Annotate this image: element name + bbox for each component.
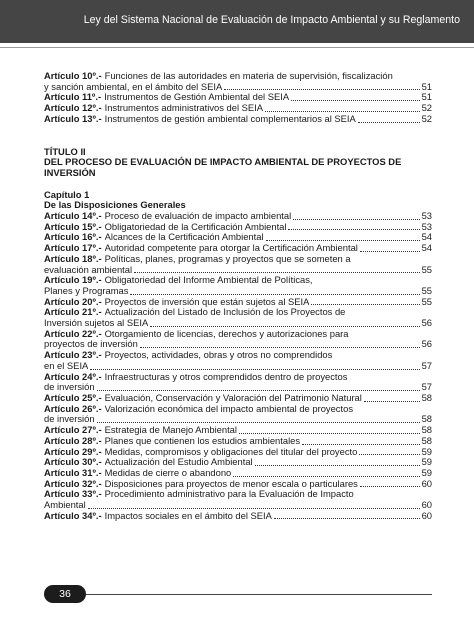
article-title: Otorgamiento de licencias, derechos y autorizaciones para [104,328,349,339]
dot-leader [265,111,420,112]
article-label: Artículo 22º.- [44,327,102,339]
toc-entry-line [44,307,432,318]
toc-entry [44,372,432,393]
toc-entry [44,254,432,275]
toc-entry-line [44,71,432,82]
title-name-line1: DEL PROCESO DE EVALUACIÓN DE IMPACTO AMBIENTAL DE PROYECTOS DE [44,156,402,168]
toc-entry [44,114,432,125]
article-title: Actualización del Estudio Ambiental [104,457,253,468]
article-title: Actualización del Listado de Inclusión de los Proyectos de [104,307,346,318]
toc-entry-line [44,511,432,522]
page-reference: 57 [421,381,432,393]
article-title: Instrumentos de Gestión Ambiental del SEIA [104,92,290,103]
toc-entry [44,393,432,404]
toc-entry [44,447,432,458]
toc-entry-line [44,297,432,308]
article-label: Artículo 23º.- [44,349,102,361]
article-title: Políticas, planes, programas y proyectos que se someten a [104,253,351,264]
toc-entry [44,297,432,308]
page-reference: 56 [421,338,432,350]
running-header-title: Ley del Sistema Nacional de Evaluación de Impacto Ambiental y su Reglamento [83,14,460,26]
dot-leader [88,508,420,509]
toc-entry-line [44,372,432,383]
toc-entry-line [44,436,432,447]
toc-entry [44,232,432,243]
dot-leader [302,444,420,445]
dot-leader [90,369,419,370]
toc-entry-line [44,350,432,361]
article-label: Artículo 32º.- [44,477,102,489]
page-reference: 60 [421,509,432,521]
article-label: Artículo 17º.- [44,242,102,254]
article-label: Artículo 21º.- [44,306,102,318]
page-reference: 58 [421,413,432,425]
dot-leader [358,122,420,123]
toc-entry-line [44,265,432,276]
title-heading [44,147,432,179]
toc-entry [44,307,432,328]
header-band [0,0,474,43]
article-label: Artículo 31º.- [44,466,102,478]
dot-leader [274,518,420,519]
article-title: Impactos sociales en el ámbito del SEIA [104,510,272,521]
toc-entry-line [44,232,432,243]
dot-leader [288,229,419,230]
article-title: Medidas de cierre o abandono [104,467,232,478]
dot-leader [255,465,420,466]
toc-entry-line [44,114,432,125]
article-title: Autoridad competente para otorgar la Certificación Ambiental [104,243,358,254]
article-label: Artículo 19º.- [44,274,102,286]
article-label: Artículo 33º.- [44,488,102,500]
page-reference: 53 [421,220,432,232]
page-number-badge: 36 [44,585,86,603]
dot-leader [266,240,420,241]
article-label: Artículo 10º.- [44,70,102,81]
article-title: Evaluación, Conservación y Valoración del Patrimonio Natural [104,392,362,403]
dot-leader [360,486,420,487]
toc-entry [44,71,432,92]
page-reference: 55 [421,284,432,296]
toc-entry-line [44,329,432,340]
page-reference: 54 [421,231,432,243]
toc-entry [44,329,432,350]
toc-entry [44,425,432,436]
dot-leader [97,422,420,423]
toc-entry-line [44,457,432,468]
chapter-number: Capítulo 1 [44,188,90,200]
article-label: Artículo 20º.- [44,295,102,307]
toc-entry-line [44,254,432,265]
page-reference: 55 [421,263,432,275]
dot-leader [224,89,419,90]
article-label: Artículo 27º.- [44,424,102,436]
article-title: en el SEIA [44,360,89,371]
article-label: Artículo 30º.- [44,456,102,468]
article-label: Artículo 18º.- [44,252,102,264]
header-rule [0,47,474,48]
article-label: Artículo 11º.- [44,91,102,103]
dot-leader [359,454,419,455]
toc-entry-line [44,414,432,425]
page-reference: 57 [421,359,432,371]
dot-leader [291,100,419,101]
page-reference: 58 [421,434,432,446]
article-title: Alcances de la Certificación Ambiental [104,232,264,243]
dot-leader [311,304,419,305]
toc-entry [44,468,432,479]
toc-entry-line [44,489,432,500]
toc-entry-line [44,275,432,286]
dot-leader [150,326,419,327]
article-label: Artículo 25º.- [44,391,102,403]
toc-entry-line [44,425,432,436]
toc-entry-line [44,500,432,511]
title-name-line2: INVERSIÓN [44,166,96,178]
toc-top-list [44,71,432,125]
article-label: Artículo 14º.- [44,210,102,222]
page-reference: 52 [421,102,432,114]
article-title: y sanción ambiental, en el ámbito del SEIA [44,81,223,92]
article-title: Estrategia de Manejo Ambiental [104,425,237,436]
toc-entry [44,404,432,425]
dot-leader [97,390,420,391]
page-reference: 51 [421,91,432,103]
chapter-name: De las Disposiciones Generales [44,199,186,211]
toc-entry [44,479,432,490]
dot-leader [134,272,419,273]
toc-entry-line [44,82,432,93]
toc-entry [44,489,432,510]
toc-entry [44,211,432,222]
page-reference: 54 [421,242,432,254]
article-title: de inversión [44,414,95,425]
dot-leader [233,476,419,477]
toc-entry-line [44,468,432,479]
article-title: Inversión sujetos al SEIA [44,318,149,329]
toc-entry-line [44,382,432,393]
toc-entry-line [44,103,432,114]
page-reference: 60 [421,477,432,489]
article-label: Artículo 24º.- [44,370,102,382]
article-title: Funciones de las autoridades en materia de supervisión, fiscalización [104,71,393,81]
dot-leader [130,294,419,295]
article-title: Ambiental [44,500,86,511]
dot-leader [239,433,420,434]
article-title: Procedimiento administrativo para la Evaluación de Impacto [104,489,354,500]
toc-entry-line [44,286,432,297]
page-reference: 53 [421,210,432,222]
toc-entry [44,275,432,296]
toc-entry-line [44,318,432,329]
toc-entry-line [44,404,432,415]
page-reference: 56 [421,317,432,329]
page-reference: 59 [421,466,432,478]
article-title: Proyectos de inversión que están sujetos al SEIA [104,296,310,307]
page-reference: 58 [421,424,432,436]
dot-leader [293,219,419,220]
page-reference: 51 [421,80,432,92]
toc-entry [44,436,432,447]
article-title: evaluación ambiental [44,264,133,275]
article-label: Artículo 12º.- [44,102,102,114]
title-number: TÍTULO II [44,145,86,157]
table-of-contents [44,71,432,521]
article-title: Medidas, compromisos y obligaciones del titular del proyecto [104,446,358,457]
article-label: Artículo 16º.- [44,231,102,243]
article-title: Disposiciones para proyectos de menor escala o particulares [104,478,358,489]
dot-leader [360,251,420,252]
toc-entry-line [44,447,432,458]
toc-entry-line [44,92,432,103]
toc-entry [44,103,432,114]
toc-entry [44,243,432,254]
article-title: Infraestructuras y otros comprendidos dentro de proyectos [104,371,348,382]
toc-entry [44,350,432,371]
dot-leader [140,347,420,348]
toc-entry-line [44,393,432,404]
article-title: Valorización económica del impacto ambiental de proyectos [104,403,354,414]
page-reference: 52 [421,112,432,124]
article-label: Artículo 29º.- [44,445,102,457]
article-title: proyectos de inversión [44,339,138,350]
article-label: Artículo 13º.- [44,112,102,124]
page-reference: 59 [421,456,432,468]
toc-entry-line [44,339,432,350]
page-reference: 60 [421,499,432,511]
article-title: Proceso de evaluación de impacto ambiental [104,211,292,222]
article-title: Obligatoriedad de la Certificación Ambiental [104,221,287,232]
article-label: Artículo 15º.- [44,220,102,232]
article-title: Instrumentos administrativos del SEIA [104,103,264,114]
chapter-heading [44,190,432,211]
article-title: Obligatoriedad del Informe Ambiental de Políticas, [104,275,313,286]
toc-entry-line [44,243,432,254]
page-reference: 58 [421,391,432,403]
toc-entry-line [44,361,432,372]
toc-main-list [44,211,432,521]
footer-rule [44,594,432,595]
article-title: Planes que contienen los estudios ambientales [104,435,301,446]
toc-entry [44,222,432,233]
toc-entry-line [44,222,432,233]
article-label: Artículo 26º.- [44,402,102,414]
article-label: Artículo 34º.- [44,509,102,521]
article-title: Instrumentos de gestión ambiental complementarios al SEIA [104,113,356,124]
page-reference: 55 [421,295,432,307]
toc-entry [44,92,432,103]
page-reference: 59 [421,445,432,457]
toc-entry-line [44,211,432,222]
article-label: Artículo 28º.- [44,434,102,446]
dot-leader [364,401,420,402]
article-title: Planes y Programas [44,285,129,296]
toc-entry [44,457,432,468]
toc-entry-line [44,479,432,490]
article-title: Proyectos, actividades, obras y otros no comprendidos [104,350,333,361]
toc-entry [44,511,432,522]
article-title: de inversión [44,382,95,393]
